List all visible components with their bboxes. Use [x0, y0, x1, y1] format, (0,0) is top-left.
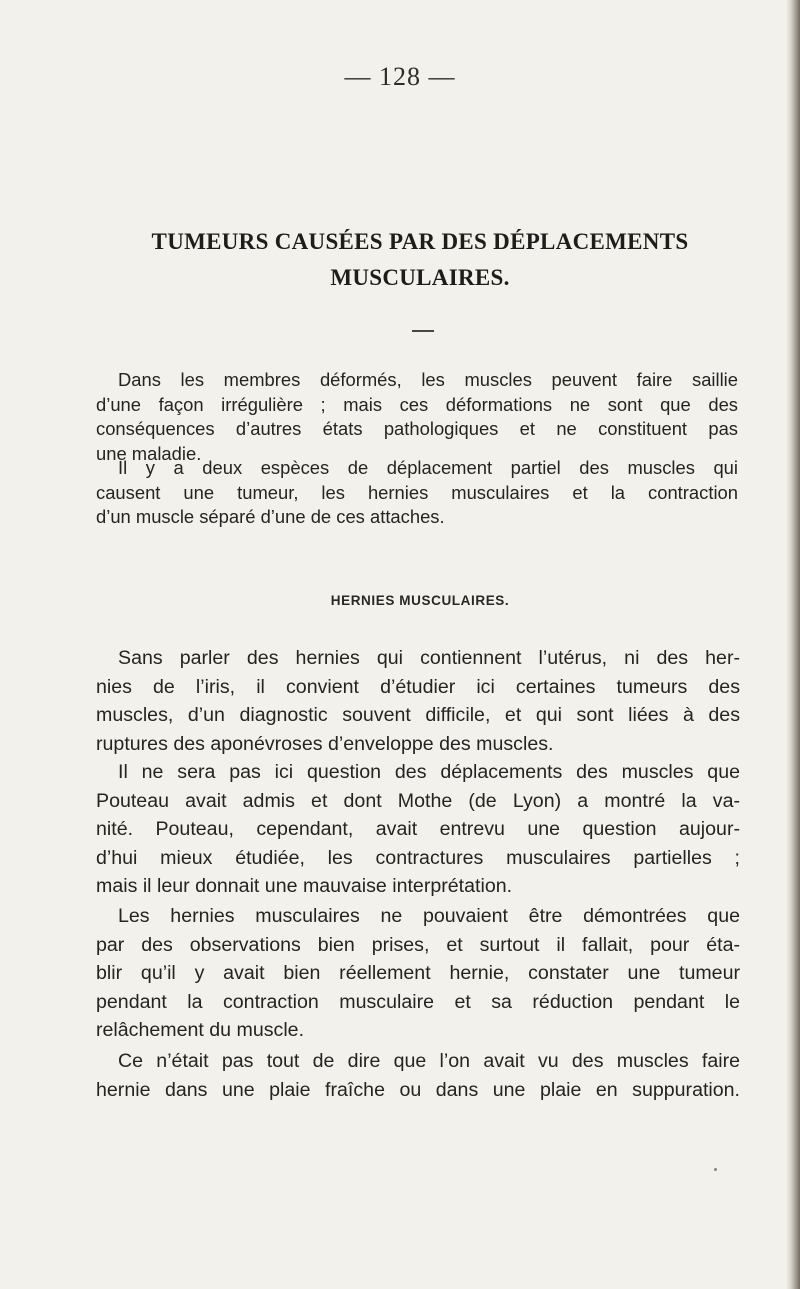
text-line: Les hernies musculaires ne pouvaient être démontrées que [118, 905, 740, 927]
section-paragraph-1 [96, 644, 740, 758]
text-line: Ce n’était pas tout de dire que l’on avait vu des muscles faire [118, 1050, 740, 1072]
text-line: blir qu’il y avait bien réellement hernie, constater une tumeur [96, 962, 740, 985]
text-line: Il y a deux espèces de déplacement partiel des muscles qui [118, 457, 738, 478]
text-line: pendant la contraction musculaire et sa réduction pendant le [96, 990, 740, 1013]
section-paragraph-3 [96, 902, 740, 1045]
page-binding-edge [786, 0, 800, 1289]
text-line: causent une tumeur, les hernies musculaires et la contraction [96, 481, 738, 503]
section-heading: HERNIES MUSCULAIRES. [330, 593, 510, 608]
text-line: nité. Pouteau, cependant, avait entrevu une question aujour- [96, 818, 740, 841]
text-line: ruptures des aponévroses d’enveloppe des muscles. [96, 732, 554, 755]
text-line: par des observations bien prises, et surtout il fallait, pour éta- [96, 933, 740, 956]
title-separator [412, 330, 434, 332]
paper-speck [714, 1168, 717, 1171]
text-line: Sans parler des hernies qui contiennent l’utérus, ni des her- [118, 647, 740, 669]
chapter-title-line-1: TUMEURS CAUSÉES PAR DES DÉPLACEMENTS [151, 229, 689, 254]
text-line: hernie dans une plaie fraîche ou dans une plaie en suppuration. [96, 1078, 740, 1101]
text-line: une maladie. [96, 442, 202, 464]
text-line: nies de l’iris, il convient d’étudier ici certaines tumeurs des [96, 675, 740, 698]
text-line: d’une façon irrégulière ; mais ces déformations ne sont que des [96, 393, 738, 415]
text-line: Dans les membres déformés, les muscles peuvent faire saillie [118, 369, 738, 390]
intro-paragraph-1 [96, 368, 738, 466]
text-line: conséquences d’autres états pathologiques et ne constituent pas [96, 418, 738, 439]
text-line: Pouteau avait admis et dont Mothe (de Lyon) a montré la va- [96, 789, 740, 812]
chapter-title-line-2: MUSCULAIRES. [330, 265, 510, 290]
text-line: mais il leur donnait une mauvaise interprétation. [96, 875, 513, 898]
page-number: — 128 — [344, 62, 456, 91]
section-paragraph-2 [96, 758, 740, 901]
text-line: relâchement du muscle. [96, 1019, 305, 1042]
section-paragraph-4 [96, 1047, 740, 1104]
text-line: d’hui mieux étudiée, les contractures musculaires partielles ; [96, 846, 740, 869]
text-line: muscles, d’un diagnostic souvent difficile, et qui sont liées à des [96, 704, 740, 727]
intro-paragraph-2 [96, 456, 738, 530]
text-line: Il ne sera pas ici question des déplacements des muscles que [118, 761, 740, 783]
text-line: d’un muscle séparé d’une de ces attaches. [96, 506, 445, 527]
